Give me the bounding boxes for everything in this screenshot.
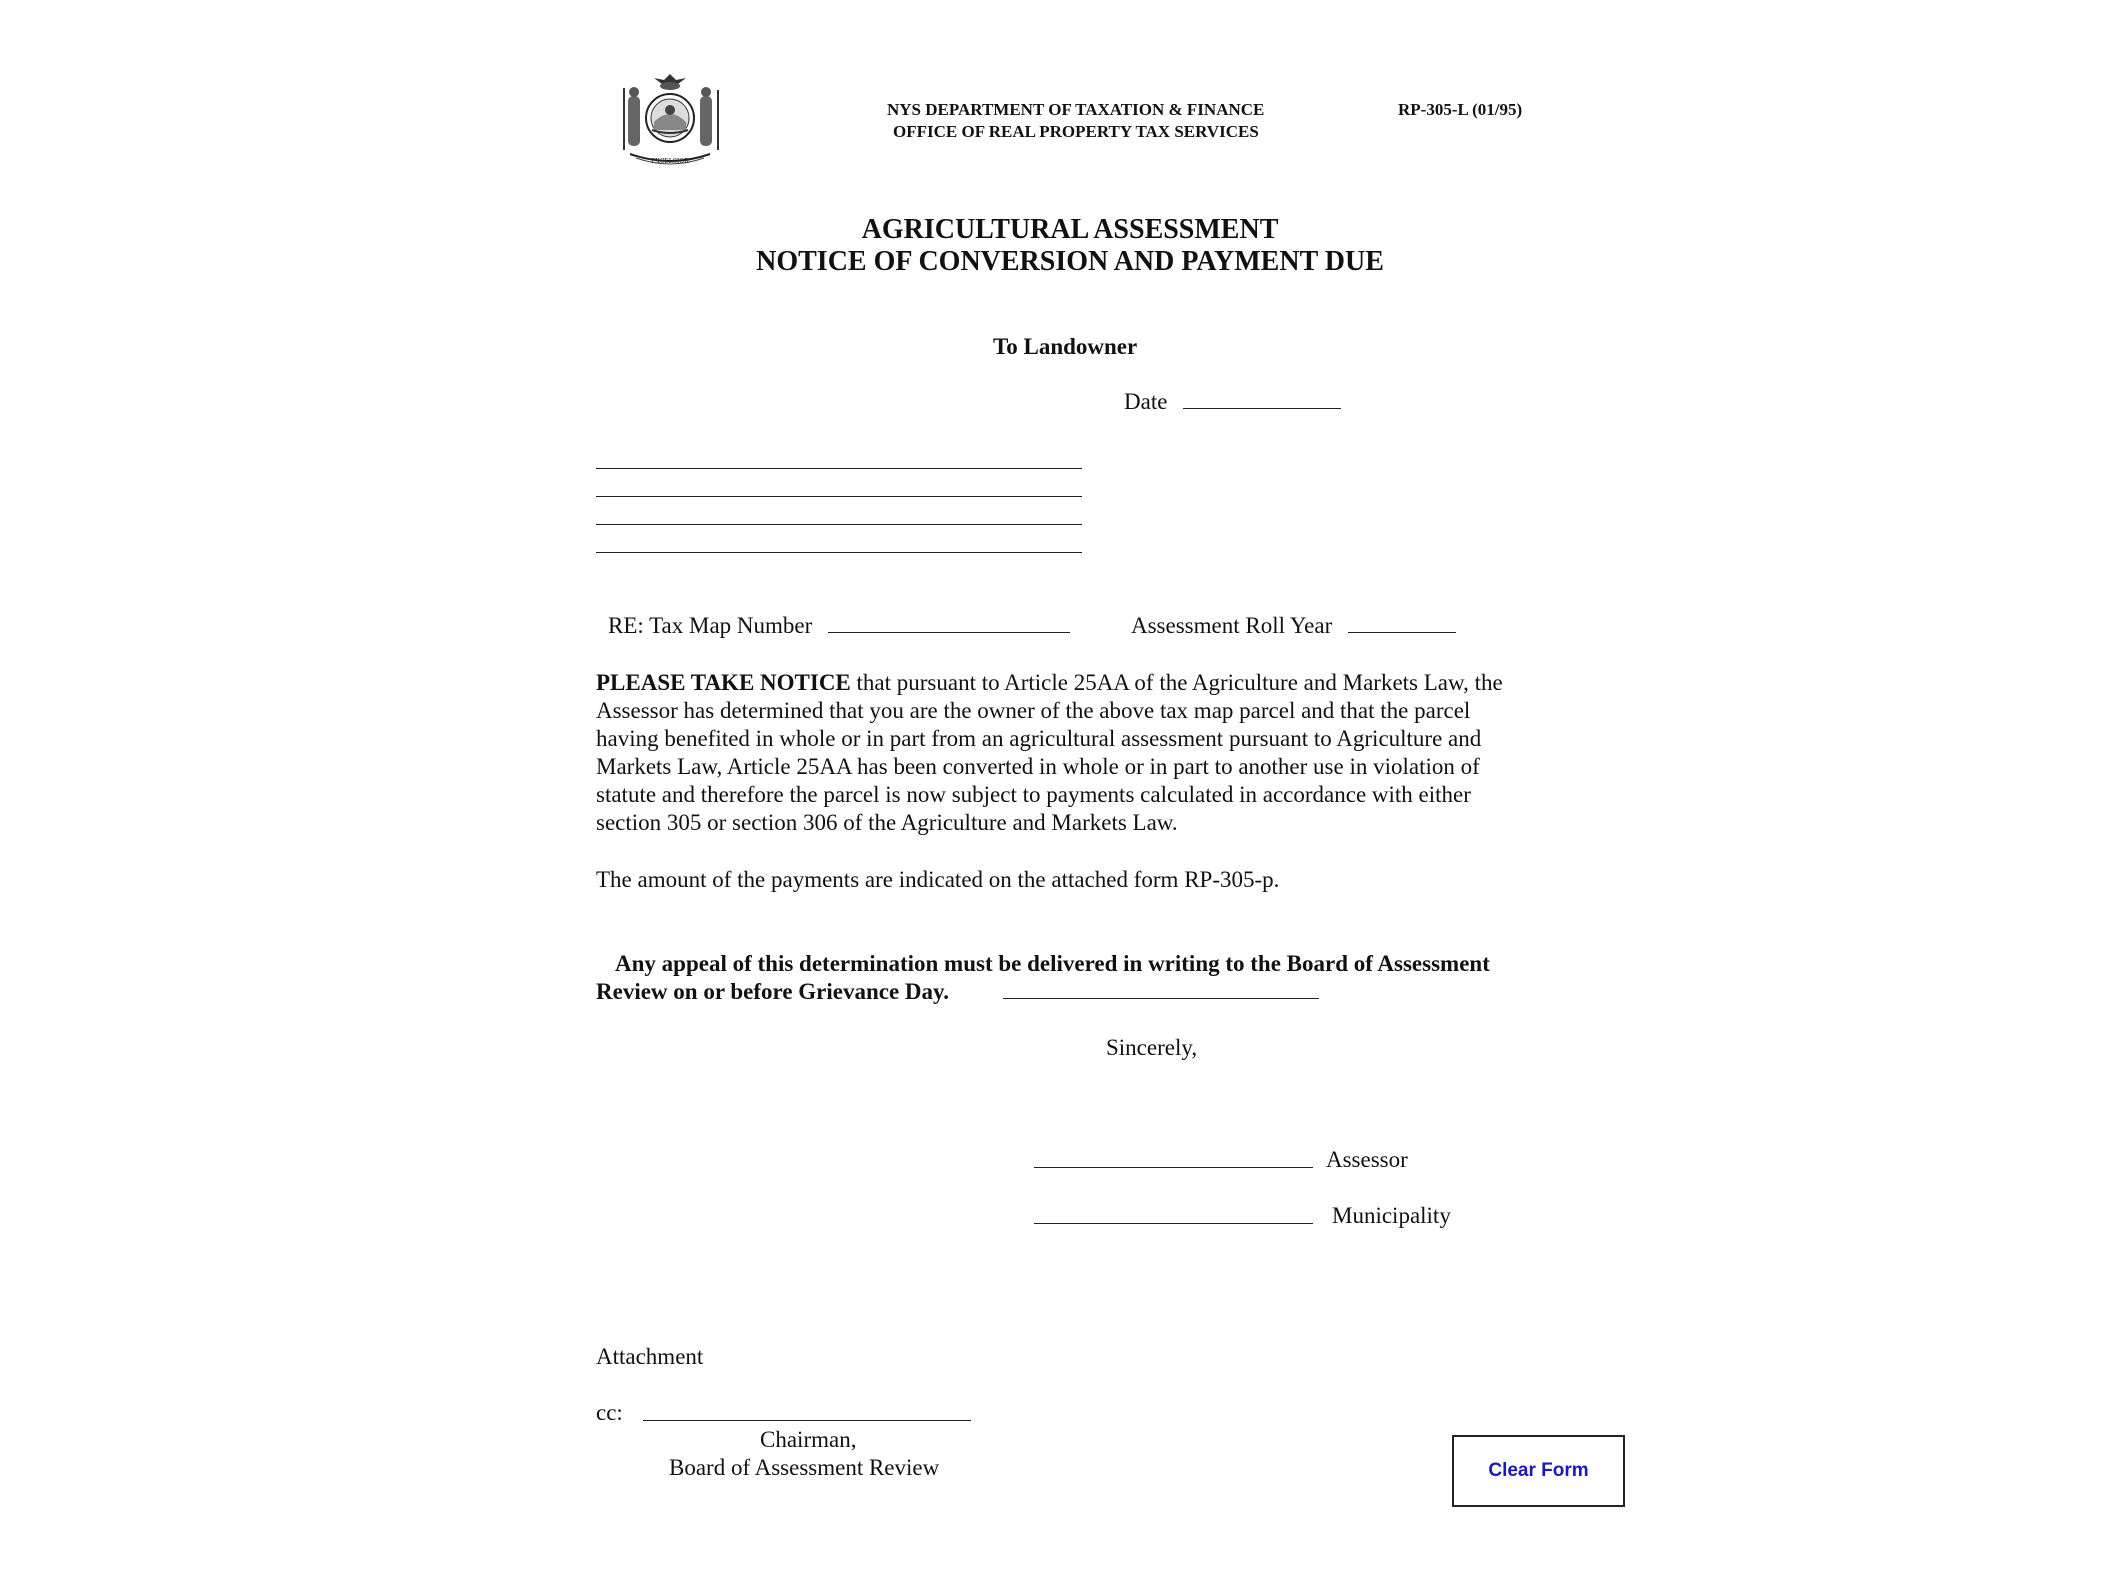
appeal-line-2 [596, 978, 1319, 1006]
to-landowner-label: To Landowner [993, 334, 1138, 359]
roll-year-label: Assessment Roll Year [1131, 613, 1333, 638]
document-title-line2: NOTICE OF CONVERSION AND PAYMENT DUE [756, 246, 1384, 277]
grievance-day-label: Review on or before Grievance Day. [596, 979, 950, 1004]
cc-chairman-field[interactable] [643, 1420, 971, 1421]
notice-paragraph [596, 669, 1536, 837]
assessor-label: Assessor [1326, 1147, 1408, 1172]
roll-year-field[interactable] [1348, 614, 1456, 633]
attachment-label: Attachment [596, 1344, 704, 1369]
address-line-3[interactable] [596, 524, 1082, 525]
municipality-field[interactable] [1034, 1223, 1313, 1224]
clear-form-button[interactable]: Clear Form [1452, 1435, 1625, 1507]
grievance-day-field[interactable] [1003, 980, 1319, 999]
office-name: OFFICE OF REAL PROPERTY TAX SERVICES [893, 122, 1259, 141]
document-title-line1: AGRICULTURAL ASSESSMENT [861, 214, 1279, 245]
tax-map-label: RE: Tax Map Number [608, 613, 813, 638]
closing-sincerely: Sincerely, [1106, 1035, 1198, 1060]
date-row [1124, 389, 1341, 415]
address-line-2[interactable] [596, 496, 1082, 497]
seal-motto: EXCELSIOR [651, 158, 689, 165]
address-line-1[interactable] [596, 468, 1082, 469]
cc-label: cc: [596, 1400, 623, 1425]
appeal-line-1: Any appeal of this determination must be delivered in writing to the Board of Assessment [615, 951, 1490, 976]
cc-board-title: Board of Assessment Review [669, 1455, 940, 1480]
date-field[interactable] [1183, 390, 1341, 409]
address-line-4[interactable] [596, 552, 1082, 553]
tax-map-number-field[interactable] [828, 614, 1070, 633]
nys-seal-icon [614, 70, 726, 170]
date-label: Date [1124, 389, 1168, 414]
roll-year-row [1131, 613, 1456, 639]
cc-chairman-title: Chairman, [760, 1427, 857, 1452]
department-name: NYS DEPARTMENT OF TAXATION & FINANCE [887, 100, 1265, 119]
notice-body: that pursuant to Article 25AA of the Agriculture and Markets Law, the Assessor has determined that you are the owner of the above tax map parcel and that the parcel having benefited in whole or in part from an agricultural assessment pursuant to Agriculture and Markets Law, Article 25AA has been converted in whole or in part to another use in violation of statute and therefore the parcel is now subject to payments calculated in accordance with either section 305 or section 306 of the Agriculture and Markets Law. [596, 670, 1503, 835]
notice-lead: PLEASE TAKE NOTICE [596, 670, 851, 695]
municipality-label: Municipality [1332, 1203, 1451, 1228]
form-id: RP-305-L (01/95) [1398, 100, 1523, 119]
re-tax-map-row [608, 613, 1070, 639]
assessor-signature-field[interactable] [1034, 1167, 1313, 1168]
payments-text: The amount of the payments are indicated on the attached form RP-305-p. [596, 867, 1280, 892]
